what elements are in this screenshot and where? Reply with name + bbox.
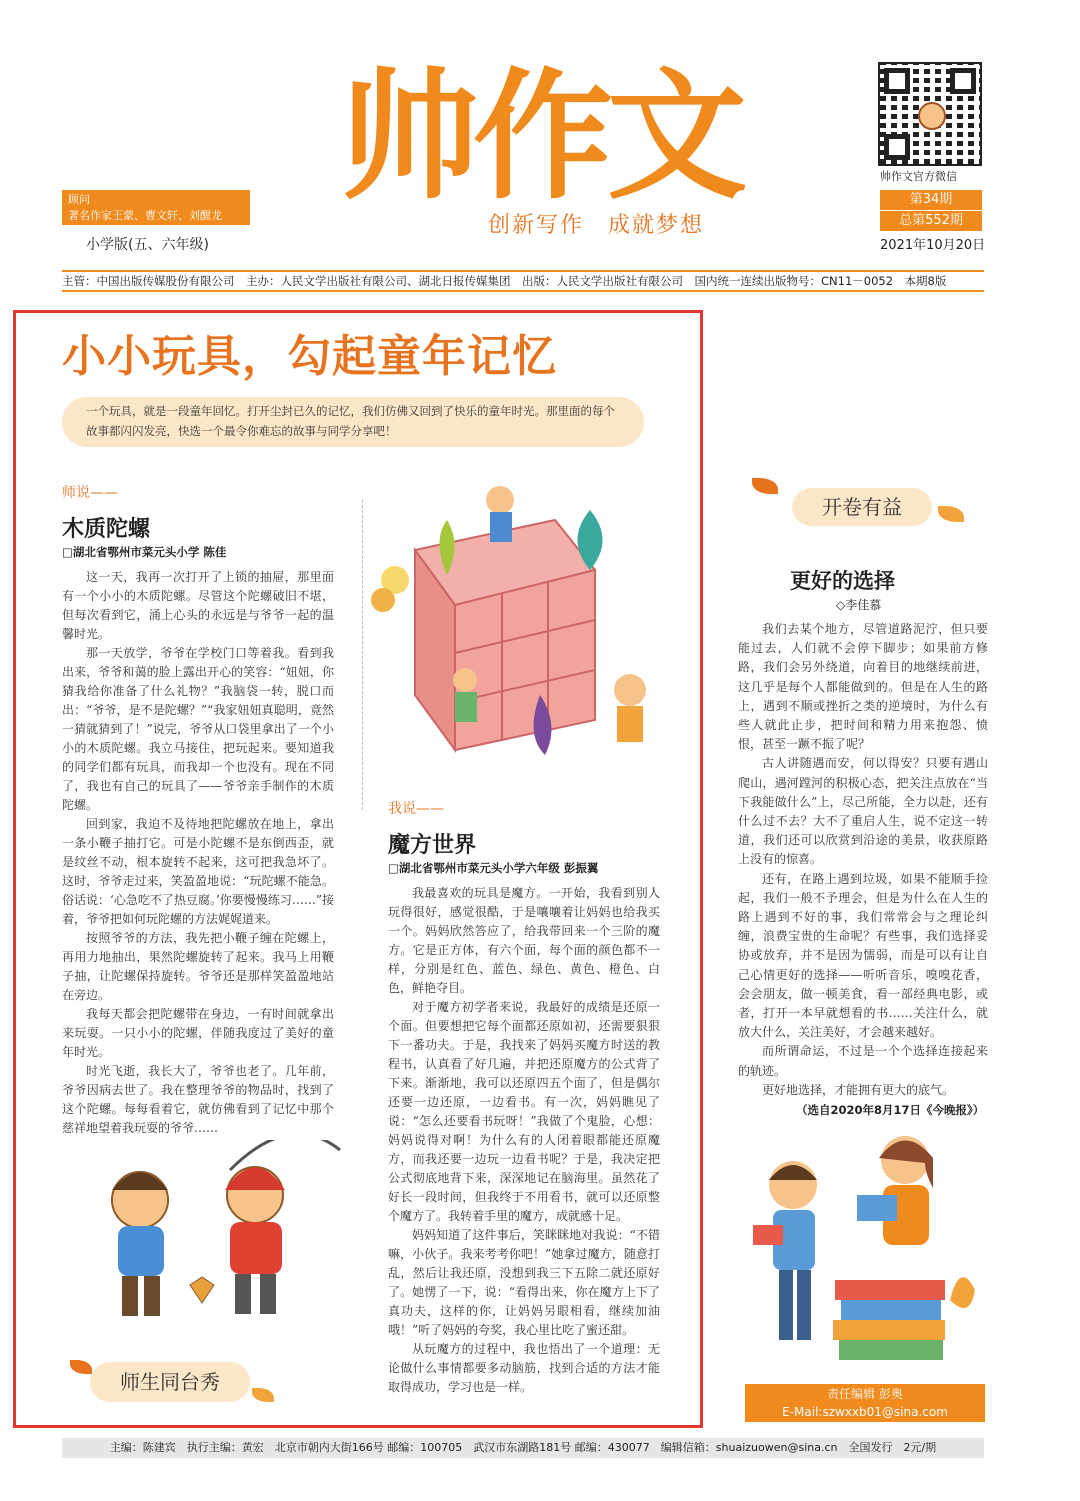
paragraph: 时光飞逝，我长大了，爷爷也老了。几年前，爷爷因病去世了。我在整理爷爷的物品时，找到了这个陀螺。每每看着它，就仿佛看到了记忆中那个慈祥地望着我玩耍的爷爷……: [62, 1064, 334, 1135]
paragraph: 还有，在路上遇到垃圾，如果不能顺手捡起，我们一般不予理会，但是为什么在人生的路上遇到不好的事，我们常常会与之理论纠缠，浪费宝贵的生命呢？有些事，我们选择妥协或放弃，并不是因为懦弱，而是可以有让自己心情更好的选择——听听音乐，嗅嗅花香，会会朋友，做一顿美食，看一部经典电影，或者，打开一本早就想看的书……关注什么，就放大什么，关注美好，才会越来越好。: [738, 871, 988, 1040]
spinning-top-illustration: [70, 1140, 350, 1330]
paragraph: 古人讲随遇而安，何以得安？只要有遇山爬山，遇河蹚河的积极心态，把关注点放在“当下我能做什么”上，尽己所能，全力以赴，还有什么过不去？大不了重启人生，说不定这一转道，我们还可以欣赏到沿途的美景，收获原路上没有的惊喜。: [738, 756, 988, 867]
paragraph: 我最喜欢的玩具是魔方。一开始，我看到别人玩得很好，感觉很酷，于是嚷嚷着让妈妈也给我买一个。妈妈欣然答应了，给我带回来一个三阶的魔方。它是正方体，有六个面，每个面的颜色都不一样，分别是红色、蓝色、绿色、黄色、橙色、白色，鲜艳夺目。: [388, 886, 660, 995]
paragraph: 我每天都会把陀螺带在身边，一有时间就拿出来玩耍。一只小小的陀螺，伴随我度过了美好的童年时光。: [62, 1007, 334, 1059]
article1-title: 木质陀螺: [62, 517, 151, 542]
advisor-label: 顾问: [62, 190, 250, 209]
slogan: 创新写作 成就梦想: [488, 213, 705, 238]
feature-headline: 小小玩具，勾起童年记忆: [62, 331, 557, 382]
reading-children-illustration: [745, 1130, 985, 1380]
advisor-names: 著名作家王蒙、曹文轩、刘醒龙: [62, 206, 250, 225]
article3-body: [738, 620, 988, 1100]
article1-body: [62, 568, 334, 1138]
article3-title: 更好的选择: [790, 569, 895, 593]
issue-date: 2021年10月20日: [880, 238, 986, 253]
qr-caption: 帅作文官方微信: [880, 170, 957, 183]
article2-byline: □湖北省鄂州市菜元头小学六年级 彭振翼: [388, 861, 599, 875]
editor-name: 责任编辑 彭奥: [827, 1387, 903, 1401]
article2-label: 我说——: [388, 801, 444, 817]
paragraph: 这一天，我再一次打开了上锁的抽屉，那里面有一个小小的木质陀螺。尽管这个陀螺破旧不堪，但每次看到它，涌上心头的永远是与爷爷一起的温馨时光。: [62, 570, 334, 641]
issue-number: 第34期: [880, 190, 982, 210]
article3-byline: ◇李佳慕: [836, 598, 882, 612]
qr-code-icon: [878, 62, 982, 166]
editor-box: [745, 1384, 985, 1422]
total-issue-number: 总第552期: [880, 211, 982, 231]
paragraph: 那一天放学，爷爷在学校门口等着我。看到我出来，爷爷和蔼的脸上露出开心的笑容：“妞妞，你猜我给你准备了什么礼物？”我脑袋一转，脱口而出：“爷爷，是不是陀螺？”“我家妞妞真聪明，竟然一猜就猜到了！”说完，爷爷从口袋里拿出了一个小小的木质陀螺。我立马接住，把玩起来。要知道我的同学们都有玩具，而我却一个也没有。现在不同了，我也有自己的玩具了——爷爷亲手制作的木质陀螺。: [62, 646, 334, 812]
paragraph: 更好地选择，才能拥有更大的底气。: [762, 1082, 955, 1097]
article2-body: [388, 884, 660, 1397]
paragraph: 我们去某个地方，尽管道路泥泞，但只要能过去，人们就不会停下脚步；如果前方修路，我们会另外绕道，向着目的地继续前进，这几乎是每个人都能做到的。但是在人生的路上，遇到不顺或挫折之类的逆境时，为什么有些人就此止步，把时间和精力用来抱怨、愤恨，甚至一蹶不振了呢？: [738, 622, 988, 752]
feature-intro: 一个玩具，就是一段童年回忆。打开尘封已久的记忆，我们仿佛又回到了快乐的童年时光。那里面的每个故事都闪闪发亮，快选一个最令你难忘的故事与同学分享吧！: [62, 397, 644, 447]
rubiks-cube-illustration: [355, 480, 675, 780]
paragraph: 回到家，我迫不及待地把陀螺放在地上，拿出一条小鞭子抽打它。可是小陀螺不是东倒西歪，就是纹丝不动，根本旋转不起来，这可把我急坏了。这时，爷爷走过来，笑盈盈地说：“玩陀螺不能急。俗话说：‘心急吃不了热豆腐。’你要慢慢练习……”接着，爷爷把如何玩陀螺的方法娓娓道来。: [62, 817, 334, 926]
paragraph: 从玩魔方的过程中，我也悟出了一个道理：无论做什么事情都要多动脑筋，找到合适的方法才能取得成功，学习也是一样。: [388, 1342, 660, 1394]
leaf-icon: [752, 478, 778, 494]
editor-email: E-Mail:szwxxb01@sina.com: [782, 1405, 948, 1419]
publisher-bar: 主管：中国出版传媒股份有限公司 主办：人民文学出版社有限公司、湖北日报传媒集团 出版：人民文学出版社有限公司 国内统一连续出版物号：CN11－0052 本期8版: [62, 270, 984, 292]
article2-title: 魔方世界: [388, 833, 477, 858]
footer-bar: 主编：陈建宾 执行主编：黄宏 北京市朝内大街166号 邮编：100705 武汉市东湖路181号 邮编：430077 编辑信箱：shuaizuowen@sina.cn 全国发行 2元/期: [62, 1438, 984, 1458]
paragraph: 而所谓命运，不过是一个个选择连接起来的轨迹。: [738, 1044, 988, 1078]
paragraph: 按照爷爷的方法，我先把小鞭子缠在陀螺上，再用力地抽出，果然陀螺旋转了起来。我马上用鞭子抽，让陀螺保持旋转。爷爷还是那样笑盈盈地站在旁边。: [62, 931, 334, 1002]
section-banner: 开卷有益: [792, 488, 932, 526]
article1-label: 师说——: [62, 485, 118, 501]
newspaper-logo: 帅作文: [338, 55, 741, 219]
paragraph: 对于魔方初学者来说，我最好的成绩是还原一个面。但要想把它每个面都还原如初，还需要狠狠下一番功夫。于是，我找来了妈妈买魔方时送的教程书，认真看了好几遍，并把还原魔方的公式背了下来。渐渐地，我可以还原四五个面了，但是偶尔还要一边还原，一边看书。有一次，妈妈瞧见了说：“怎么还要看书玩呀！”我做了个鬼脸，心想：妈妈说得对啊！为什么有的人闭着眼都能还原魔方，而我还要一边玩一边看书呢？于是，我决定把公式彻底地背下来，深深地记在脑海里。虽然花了好长一段时间，但我终于不用看书，就可以还原整个魔方了。我转着手里的魔方，成就感十足。: [388, 1000, 660, 1223]
article1-byline: □湖北省鄂州市菜元头小学 陈佳: [62, 545, 227, 559]
paragraph: 妈妈知道了这件事后，笑眯眯地对我说：“不错嘛，小伙子。我来考考你吧！”她拿过魔方，随意打乱，然后让我还原，没想到我三下五除二就还原好了。她愣了一下，说：“看得出来，你在魔方上下了真功夫，这样的你，让妈妈另眼相看，继续加油哦！”听了妈妈的夸奖，我心里比吃了蜜还甜。: [388, 1228, 660, 1337]
section-tag: 师生同台秀: [90, 1362, 250, 1402]
edition-label: 小学版(五、六年级): [86, 237, 209, 253]
article3-source: （选自2020年8月17日《今晚报》）: [796, 1103, 985, 1117]
leaf-icon: [938, 506, 964, 522]
